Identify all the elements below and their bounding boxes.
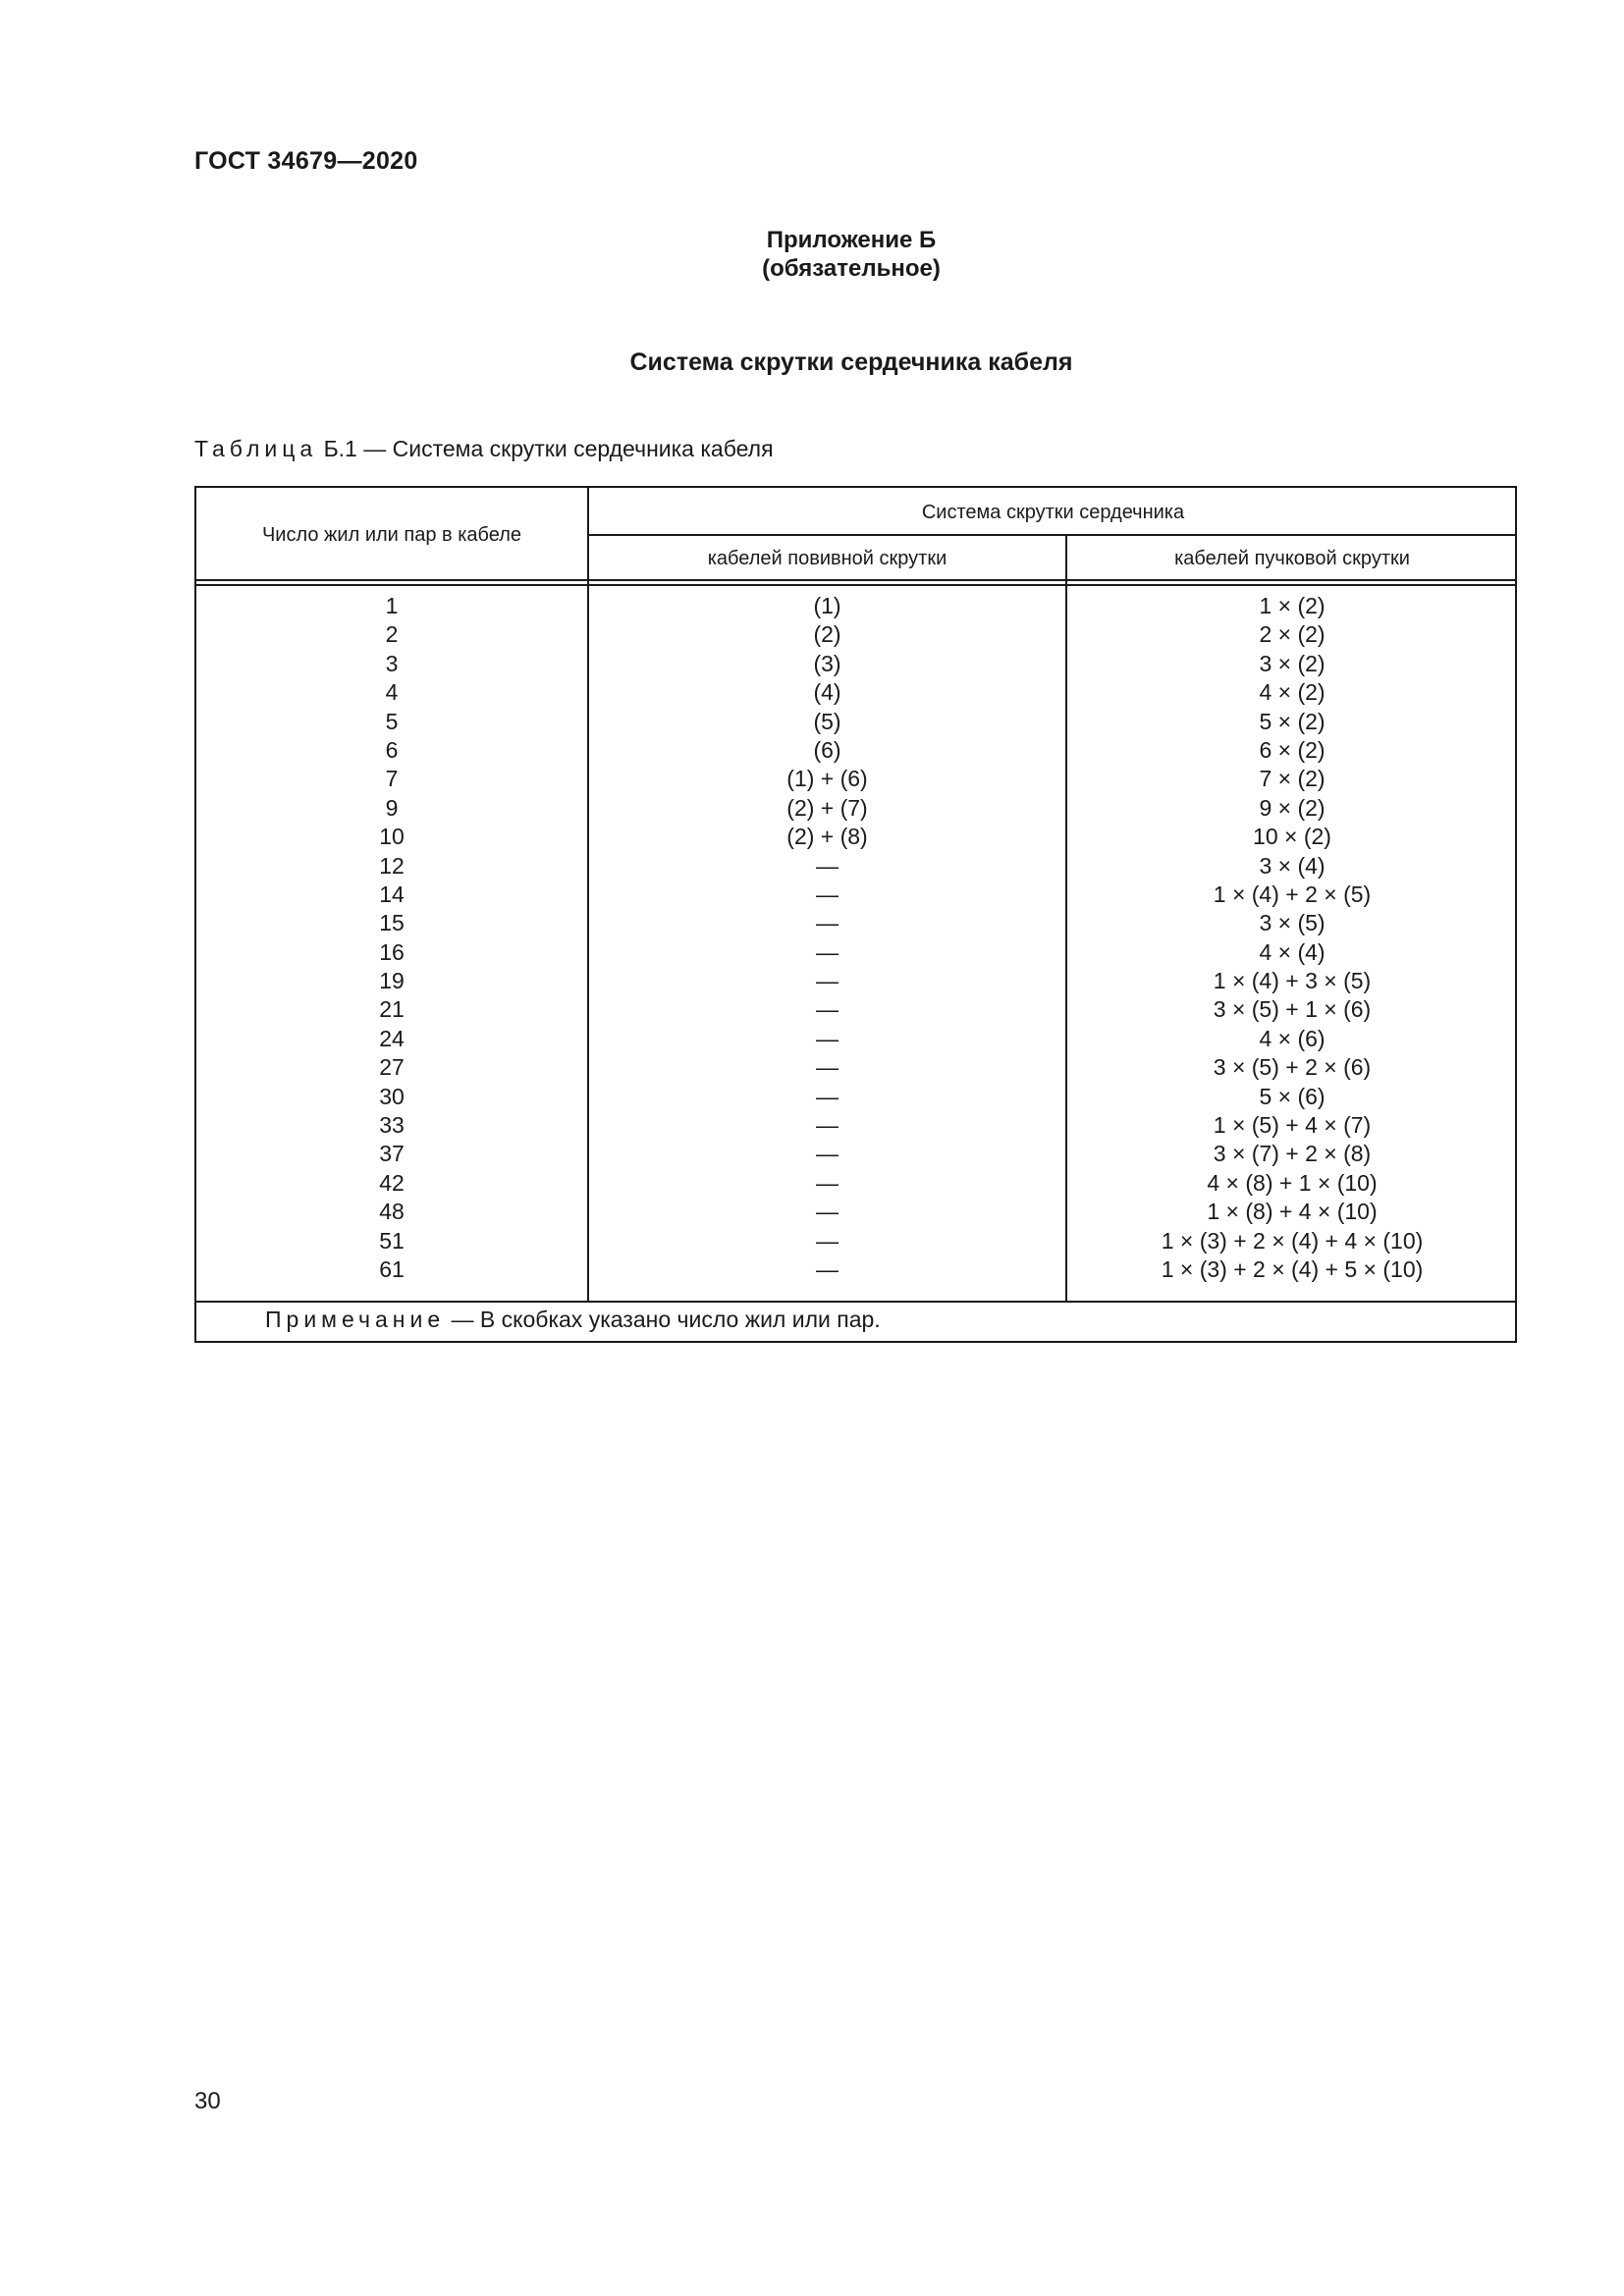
- header-cell-layer: кабелей повивной скрутки: [707, 548, 947, 569]
- table-cell-bundle: 7 × (2): [1259, 766, 1326, 792]
- table-cell-bundle: 5 × (2): [1259, 708, 1326, 734]
- table-cell-bundle: 3 × (4): [1259, 852, 1326, 879]
- table-cell-count: 5: [385, 708, 399, 734]
- table-cell-layer: —: [816, 1112, 839, 1139]
- table-cell-bundle: 6 × (2): [1259, 736, 1326, 763]
- table-cell-count: 16: [379, 938, 405, 965]
- table-cell-bundle: 4 × (6): [1259, 1025, 1326, 1051]
- appendix-status: (обязательное): [762, 255, 941, 282]
- appendix-title: Приложение Б: [766, 227, 937, 253]
- table-cell-layer: —: [816, 1141, 839, 1167]
- document-code: ГОСТ 34679—2020: [194, 147, 418, 175]
- table-cell-bundle: 1 × (8) + 4 × (10): [1207, 1199, 1378, 1225]
- table-caption-text: Б.1 — Система скрутки сердечника кабеля: [323, 436, 774, 461]
- table-cell-layer: —: [816, 938, 839, 965]
- table-cell-count: 21: [379, 996, 405, 1023]
- table-cell-layer: —: [816, 852, 839, 879]
- table-cell-count: 24: [379, 1025, 405, 1051]
- table-cell-layer: (1) + (6): [786, 766, 868, 792]
- table-cell-layer: —: [816, 1054, 839, 1081]
- table-cell-bundle: 1 × (4) + 2 × (5): [1213, 881, 1372, 907]
- section-title: Система скрутки сердечника кабеля: [629, 348, 1073, 376]
- table-cell-count: 42: [379, 1169, 405, 1196]
- table-cell-count: 9: [385, 794, 399, 821]
- table-cell-count: 15: [379, 910, 405, 936]
- table-divider-header-bottom-1: [195, 579, 1516, 581]
- table-cell-count: 1: [385, 593, 399, 618]
- table-divider-header-split: [588, 534, 1516, 536]
- table-note-text: — В скобках указано число жил или пар.: [451, 1307, 881, 1332]
- table-cell-layer: (1): [813, 593, 841, 618]
- table-cell-layer: —: [816, 1169, 839, 1196]
- table-caption: [194, 436, 774, 462]
- table-note: [265, 1307, 881, 1333]
- table-cell-count: 19: [379, 968, 405, 994]
- table-cell-bundle: 3 × (5) + 2 × (6): [1213, 1054, 1372, 1081]
- table-cell-layer: —: [816, 910, 839, 936]
- table-cell-count: 14: [379, 881, 405, 907]
- table-cell-layer: (4): [813, 679, 841, 706]
- table-cell-count: 12: [379, 852, 405, 879]
- column-count: [196, 592, 587, 1284]
- table-cell-count: 51: [379, 1227, 405, 1254]
- table-cell-layer: —: [816, 1255, 839, 1282]
- table-cell-count: 48: [379, 1199, 405, 1225]
- column-layer-twist: [589, 592, 1065, 1284]
- header-cell-bundle: кабелей пучковой скрутки: [1174, 548, 1410, 569]
- table-cell-count: 4: [385, 679, 399, 706]
- table-cell-bundle: 9 × (2): [1259, 794, 1326, 821]
- table-caption-label: Таблица: [194, 436, 318, 461]
- table-cell-bundle: 3 × (7) + 2 × (8): [1213, 1141, 1372, 1167]
- table-cell-layer: (5): [813, 708, 841, 734]
- appendix-heading: [0, 226, 1624, 283]
- table-cell-bundle: 5 × (6): [1259, 1083, 1326, 1109]
- table-cell-layer: —: [816, 1083, 839, 1109]
- table-cell-count: 6: [385, 736, 399, 763]
- table-cell-count: 27: [379, 1054, 405, 1081]
- table-cell-bundle: 1 × (5) + 4 × (7): [1213, 1112, 1372, 1139]
- table-divider-header-bottom-2: [195, 584, 1516, 586]
- table-cell-bundle: 4 × (2): [1259, 679, 1326, 706]
- page-number: 30: [194, 2088, 221, 2114]
- table-cell-layer: —: [816, 881, 839, 907]
- header-cell-count: Число жил или пар в кабеле: [261, 524, 522, 546]
- table-cell-layer: (6): [813, 736, 841, 763]
- table-cell-layer: (2): [813, 621, 841, 648]
- table-cell-bundle: 4 × (8) + 1 × (10): [1207, 1169, 1378, 1196]
- column-bundle-twist: [1067, 592, 1517, 1284]
- table-cell-bundle: 3 × (2): [1259, 650, 1326, 676]
- table-cell-bundle: 1 × (3) + 2 × (4) + 5 × (10): [1161, 1255, 1424, 1282]
- table-cell-bundle: 1 × (4) + 3 × (5): [1213, 968, 1372, 994]
- table-cell-layer: —: [816, 996, 839, 1023]
- table-cell-bundle: 3 × (5) + 1 × (6): [1213, 996, 1372, 1023]
- table-cell-count: 33: [379, 1112, 405, 1139]
- table-cell-layer: —: [816, 1025, 839, 1051]
- table-cell-bundle: 3 × (5): [1259, 910, 1326, 936]
- table-cell-layer: —: [816, 1227, 839, 1254]
- table-cell-count: 2: [385, 621, 399, 648]
- table-cell-count: 61: [379, 1255, 405, 1282]
- table-divider-note: [195, 1301, 1516, 1303]
- table-cell-count: 37: [379, 1141, 405, 1167]
- table-cell-layer: (2) + (7): [786, 794, 868, 821]
- table-cell-bundle: 1 × (2): [1259, 593, 1326, 618]
- table-cell-bundle: 2 × (2): [1259, 621, 1326, 648]
- table-cell-bundle: 1 × (3) + 2 × (4) + 4 × (10): [1161, 1227, 1424, 1254]
- table-cell-layer: (3): [813, 650, 841, 676]
- table-note-label: Примечание: [265, 1307, 446, 1332]
- table-cell-count: 10: [379, 824, 405, 850]
- table-cell-layer: —: [816, 968, 839, 994]
- table-cell-count: 3: [385, 650, 399, 676]
- table-cell-count: 7: [385, 766, 399, 792]
- table-cell-layer: —: [816, 1199, 839, 1225]
- table-cell-layer: (2) + (8): [786, 824, 868, 850]
- table-cell-bundle: 10 × (2): [1253, 824, 1331, 850]
- header-cell-system: Система скрутки сердечника: [921, 502, 1185, 523]
- table-cell-bundle: 4 × (4): [1259, 938, 1326, 965]
- table-cell-count: 30: [379, 1083, 405, 1109]
